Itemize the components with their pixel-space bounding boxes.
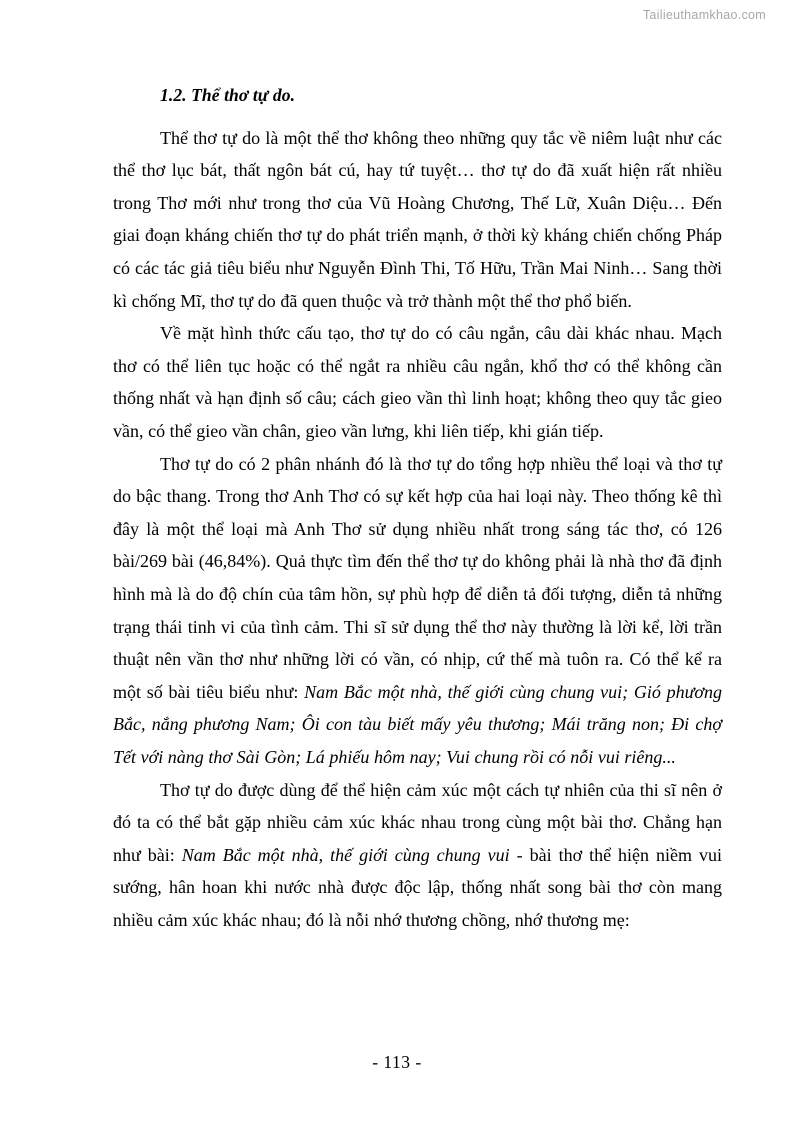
paragraph-4 [113, 774, 722, 937]
section-heading: 1.2. Thể thơ tự do. [160, 85, 296, 105]
poem-title-list: Nam Bắc một nhà, thế giới cùng chung vui; Gió phương Bắc, nắng phương Nam; Ôi con tàu biết mấy yêu thương; Mái trăng non; Đi chợ Tết với nàng thơ Sài Gòn; Lá phiếu hôm nay; Vui chung rồi có nỗi vui riêng... [113, 681, 722, 767]
page-number: - 113 - [372, 1052, 422, 1072]
paragraph-4-text-lead: Thơ tự do được dùng để thể hiện cảm xúc một cách tự nhiên của thi sĩ nên ở đó ta có thể bắt gặp nhiều cảm xúc khác nhau trong cùng một bài thơ. Chẳng hạn như bài: [113, 779, 722, 865]
document-body [113, 84, 722, 936]
paragraph-2: Về mặt hình thức cấu tạo, thơ tự do có câu ngắn, câu dài khác nhau. Mạch thơ có thể liên tục hoặc có thể ngắt ra nhiều câu ngắn, khổ thơ có thể không cần thống nhất và hạn định số câu; cách gieo vần thì linh hoạt; không theo quy tắc gieo vần, có thể gieo vần chân, gieo vần lưng, khi liên tiếp, khi gián tiếp. [113, 323, 722, 441]
paragraph-4-text-tail: - bài thơ thể hiện niềm vui sướng, hân hoan khi nước nhà được độc lập, thống nhất song bài thơ còn mang nhiều cảm xúc khác nhau; đó là nỗi nhớ thương chồng, nhớ thương mẹ: [113, 844, 722, 930]
paragraph-3 [113, 448, 722, 774]
poem-title-cited: Nam Bắc một nhà, thế giới cùng chung vui [181, 844, 510, 865]
paragraph-1: Thể thơ tự do là một thể thơ không theo những quy tắc về niêm luật như các thể thơ lục bát, thất ngôn bát cú, hay tứ tuyệt… thơ tự do đã xuất hiện rất nhiều trong Thơ mới như trong thơ của Vũ Hoàng Chương, Thế Lữ, Xuân Diệu… Đến giai đoạn kháng chiến thơ tự do phát triển mạnh, ở thời kỳ kháng chiến chống Pháp có các tác giả tiêu biểu như Nguyễn Đình Thi, Tố Hữu, Trần Mai Ninh… Sang thời kì chống Mĩ, thơ tự do đã quen thuộc và trở thành một thể thơ phổ biến. [113, 127, 722, 311]
site-watermark: Tailieuthamkhao.com [642, 8, 766, 22]
paragraph-3-text: Thơ tự do có 2 phân nhánh đó là thơ tự do tổng hợp nhiều thể loại và thơ tự do bậc thang. Trong thơ Anh Thơ có sự kết hợp của hai loại này. Theo thống kê thì đây là một thể loại mà Anh Thơ sử dụng nhiều nhất trong sáng tác thơ, có 126 bài/269 bài (46,84%). Quả thực tìm đến thể thơ tự do không phải là nhà thơ đã định hình mà là do độ chín của tâm hồn, sự phù hợp để diễn tả đối tượng, diễn tả những trạng thái tinh vi của tình cảm. Thi sĩ sử dụng thể thơ này thường là lời kể, lời trần thuật nên vần thơ như những lời có vần, có nhịp, cứ thế mà tuôn ra. Có thể kể ra một số bài tiêu biểu như: [113, 453, 722, 702]
